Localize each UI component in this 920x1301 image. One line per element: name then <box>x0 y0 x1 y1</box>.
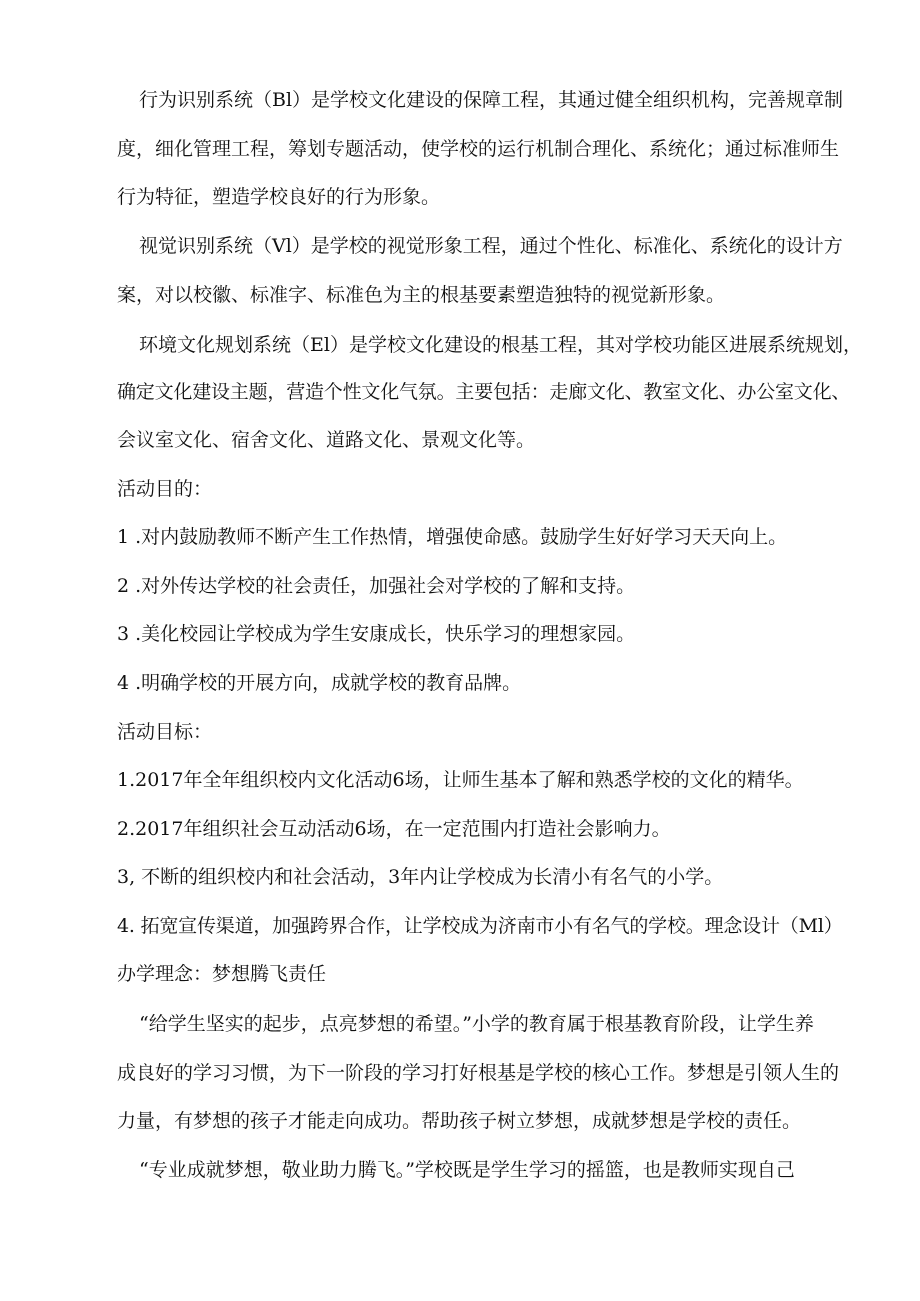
purpose-item-4: 4 .明确学校的开展方向，成就学校的教育品牌。 <box>117 672 522 694</box>
paragraph-vi-line-2: 案，对以校徽、标准字、标准色为主的根基要素塑造独特的视觉新形象。 <box>117 284 726 306</box>
purpose-heading: 活动目的： <box>117 478 213 500</box>
paragraph-bi-line-3: 行为特征，塑造学校良好的行为形象。 <box>117 186 441 208</box>
purpose-item-1: 1 .对内鼓励教师不断产生工作热情，增强使命感。鼓励学生好好学习天天向上。 <box>117 526 788 548</box>
goals-heading: 活动目标： <box>117 721 213 743</box>
goal-item-3: 3, 不断的组织校内和社会活动，3年内让学校成为长清小有名气的小学。 <box>117 866 724 888</box>
paragraph-vi-line-1: 视觉识别系统（Vl）是学校的视觉形象工程，通过个性化、标准化、系统化的设计方 <box>139 235 843 257</box>
goal-item-1: 1.2017年全年组织校内文化活动6场，让师生基本了解和熟悉学校的文化的精华。 <box>117 769 804 791</box>
paragraph-bi-line-2: 度，细化管理工程，筹划专题活动，使学校的运行机制合理化、系统化；通过标准师生 <box>117 138 840 160</box>
philosophy-paragraph-2-line-1: “专业成就梦想，敬业助力腾飞。”学校既是学生学习的摇篮，也是教师实现自己 <box>139 1159 795 1181</box>
goal-item-4: 4. 拓宽宣传渠道，加强跨界合作，让学校成为济南市小有名气的学校。理念设计（Ml） <box>117 915 843 937</box>
goal-item-2: 2.2017年组织社会互动活动6场，在一定范围内打造社会影响力。 <box>117 818 671 840</box>
philosophy-paragraph-1-line-3: 力量，有梦想的孩子才能走向成功。帮助孩子树立梦想，成就梦想是学校的责任。 <box>117 1110 802 1132</box>
philosophy-heading: 办学理念：梦想腾飞责任 <box>117 963 327 985</box>
purpose-item-3: 3 .美化校园让学校成为学生安康成长，快乐学习的理想家园。 <box>117 623 636 645</box>
philosophy-paragraph-1-line-2: 成良好的学习习惯，为下一阶段的学习打好根基是学校的核心工作。梦想是引领人生的 <box>117 1062 840 1084</box>
paragraph-ei-line-1: 环境文化规划系统（El）是学校文化建设的根基工程，其对学校功能区进展系统规划， <box>139 334 862 356</box>
purpose-item-2: 2 .对外传达学校的社会责任，加强社会对学校的了解和支持。 <box>117 575 636 597</box>
paragraph-bi-line-1: 行为识别系统（Bl）是学校文化建设的保障工程，其通过健全组织机构，完善规章制 <box>139 89 844 111</box>
paragraph-ei-line-3: 会议室文化、宿舍文化、道路文化、景观文化等。 <box>117 429 536 451</box>
paragraph-ei-line-2: 确定文化建设主题，营造个性文化气氛。主要包括：走廊文化、教室文化、办公室文化、 <box>117 381 851 403</box>
philosophy-paragraph-1-line-1: “给学生坚实的起步，点亮梦想的希望。”小学的教育属于根基教育阶段，让学生养 <box>139 1013 814 1035</box>
